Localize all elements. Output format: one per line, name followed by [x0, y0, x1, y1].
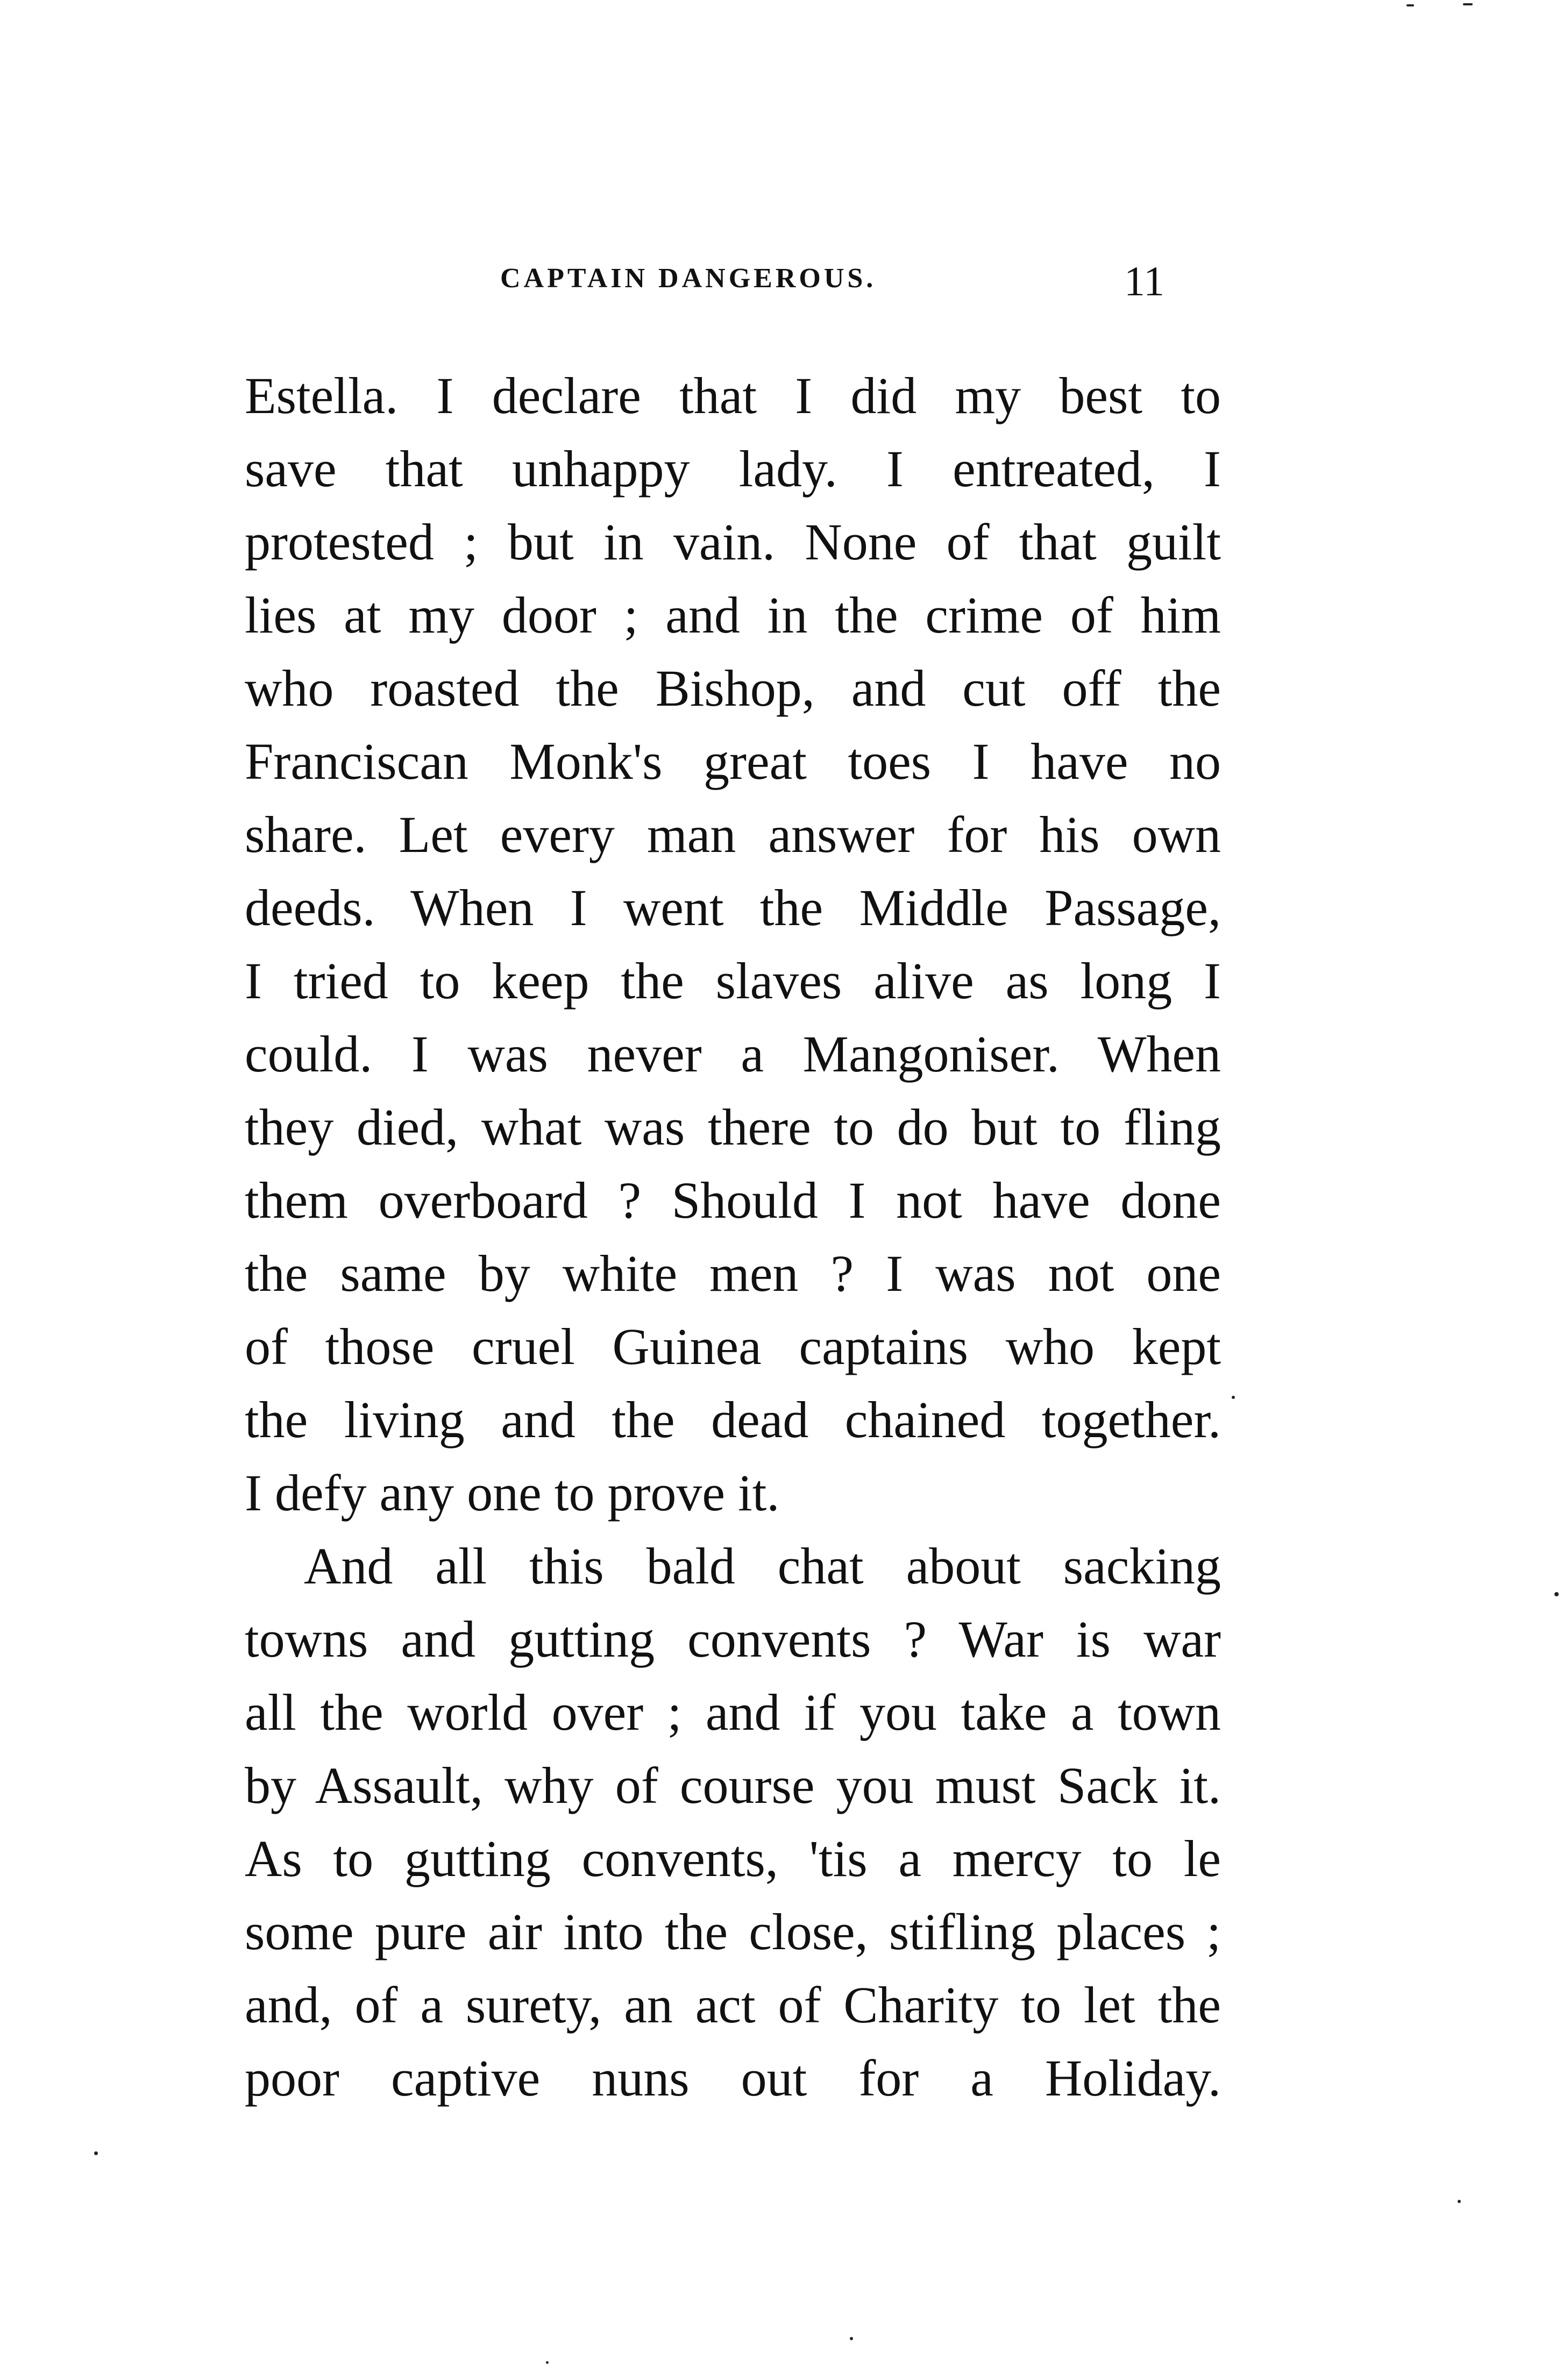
text-line: poor captive nuns out for a Holiday. — [245, 2049, 1221, 2107]
text-line: the living and the dead chained together. — [245, 1391, 1221, 1448]
text-line: deeds. When I went the Middle Passage, — [245, 879, 1221, 936]
body-text — [245, 359, 1221, 2115]
page-number: 11 — [1124, 258, 1165, 304]
text-line: save that unhappy lady. I entreated, I — [245, 440, 1221, 498]
scan-speck — [850, 2337, 853, 2340]
text-line: and, of a surety, an act of Charity to let the — [245, 1976, 1221, 2034]
scan-speck — [1554, 1592, 1559, 1596]
text-line: they died, what was there to do but to fling — [245, 1098, 1221, 1156]
text-line: some pure air into the close, stifling places ; — [245, 1903, 1221, 1960]
text-line: Franciscan Monk's great toes I have no — [245, 733, 1221, 790]
scan-speck — [94, 2151, 98, 2155]
text-line: As to gutting convents, 'tis a mercy to le — [245, 1830, 1221, 1887]
text-line: share. Let every man answer for his own — [245, 806, 1221, 863]
text-line: protested ; but in vain. None of that guilt — [245, 513, 1221, 571]
text-line: towns and gutting convents ? War is war — [245, 1610, 1221, 1668]
scan-speck — [1232, 1396, 1235, 1399]
text-line: the same by white men ? I was not one — [245, 1245, 1221, 1302]
text-line: who roasted the Bishop, and cut off the — [245, 659, 1221, 717]
text-line: I defy any one to prove it. — [245, 1464, 780, 1522]
scan-speck — [1463, 3, 1473, 5]
text-line: them overboard ? Should I not have done — [245, 1171, 1221, 1229]
text-line: lies at my door ; and in the crime of him — [245, 586, 1221, 644]
running-title: CAPTAIN DANGEROUS. — [500, 263, 877, 294]
scan-speck — [1458, 2200, 1461, 2203]
text-line: of those cruel Guinea captains who kept — [245, 1318, 1221, 1375]
text-line: all the world over ; and if you take a town — [245, 1683, 1221, 1741]
text-line: by Assault, why of course you must Sack it. — [245, 1757, 1221, 1814]
scan-speck — [1406, 4, 1414, 6]
scan-speck — [546, 2361, 549, 2364]
text-line: And all this bald chat about sacking — [304, 1537, 1221, 1595]
paragraph — [245, 1530, 1221, 2115]
paragraph — [245, 359, 1221, 1530]
text-line: Estella. I declare that I did my best to — [245, 367, 1221, 424]
text-line: I tried to keep the slaves alive as long I — [245, 952, 1221, 1010]
text-line: could. I was never a Mangoniser. When — [245, 1025, 1221, 1083]
